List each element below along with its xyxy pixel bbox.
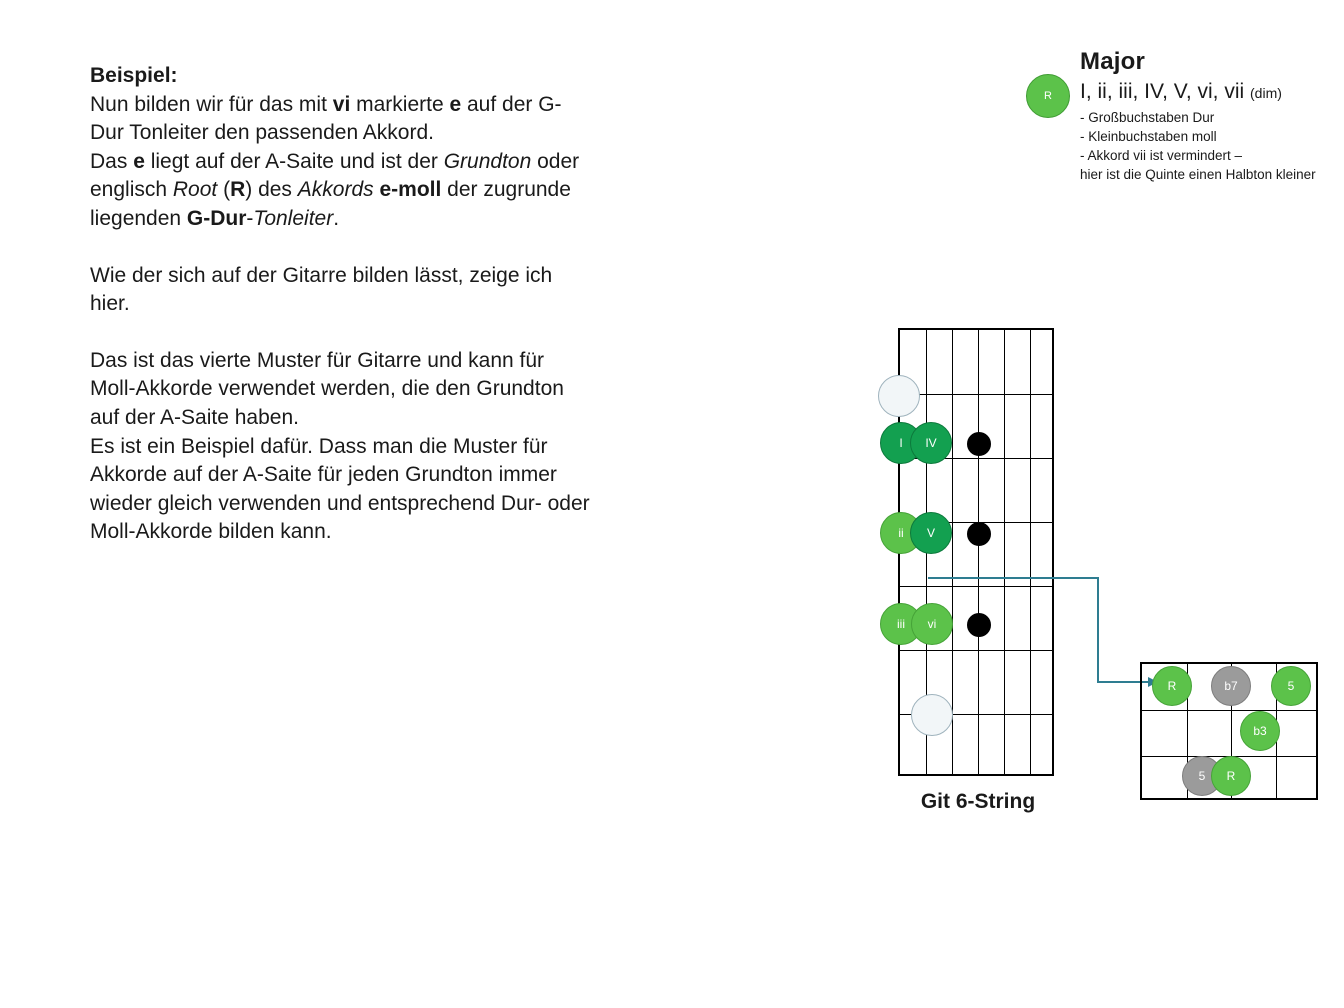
- p2-run-4: oder englisch: [90, 149, 580, 202]
- p2-run-14: -: [246, 206, 254, 230]
- fret-dot-black-2: [967, 522, 991, 546]
- fretboard-string-line: [1030, 330, 1031, 774]
- p1-run-0: Nun bilden wir für das mit: [90, 92, 333, 116]
- heading-label: Beispiel:: [90, 64, 178, 87]
- fretboard-string-line: [952, 330, 953, 774]
- fret-dot-IV: IV: [910, 422, 952, 464]
- paragraph-heading: [90, 62, 590, 234]
- p2-run-9: Akkords: [297, 178, 374, 202]
- legend-root-dot: [1026, 74, 1070, 118]
- legend-note-line: hier ist die Quinte einen Halbton kleiner: [1080, 167, 1316, 182]
- p2-run-7: R: [230, 178, 246, 202]
- paragraph-3: Wie der sich auf der Gitarre bilden lässt, zeige ich hier.: [90, 263, 553, 316]
- chord-fret-line: [1142, 710, 1316, 711]
- fret-dot-black-1: [967, 432, 991, 456]
- p2-run-16: .: [333, 206, 340, 230]
- p2-run-2: liegt auf der A-Saite und ist der: [144, 149, 444, 173]
- fretboard-fret-line: [900, 650, 1052, 651]
- fret-dot-iii: iii: [880, 603, 922, 645]
- p1-run-3: e: [449, 92, 462, 116]
- p2-run-3: Grundton: [443, 149, 532, 173]
- fret-dot-V: V: [910, 512, 952, 554]
- fret-dot-I: I: [880, 422, 922, 464]
- chord-dot-5-high: 5: [1271, 666, 1311, 706]
- chord-dot-root-1: R: [1152, 666, 1192, 706]
- fret-dot-black-3: [967, 613, 991, 637]
- legend-degrees-text: I, ii, iii, IV, V, vi, vii: [1080, 80, 1245, 103]
- chord-dot-b7: b7: [1211, 666, 1251, 706]
- p2-run-1: e: [133, 149, 145, 173]
- legend-title: Major: [1080, 48, 1146, 75]
- fret-dot-ii: ii: [880, 512, 922, 554]
- fret-dot-vi: vi: [911, 603, 953, 645]
- fret-dot-open-low: [911, 694, 953, 736]
- paragraph-1: [90, 93, 562, 145]
- legend-degrees: [1080, 80, 1282, 104]
- legend-note-line: - Akkord vii ist vermindert –: [1080, 148, 1243, 163]
- fretboard-fret-line: [900, 394, 1052, 395]
- explanation-text-column: [90, 62, 590, 547]
- legend-degrees-suffix: (dim): [1250, 85, 1282, 101]
- p1-run-1: vi: [332, 92, 351, 116]
- p2-run-0: Das: [90, 149, 134, 173]
- p2-run-8: ) des: [245, 178, 298, 202]
- fretboard-fret-line: [900, 586, 1052, 587]
- paragraph-4: Das ist das vierte Muster für Gitarre und kann für Moll-Akkorde verwendet werden, die den Grundton auf der A-Saite haben.: [90, 348, 564, 429]
- fretboard-label: Git 6-String: [920, 790, 1036, 813]
- p2-run-6: (: [217, 178, 231, 202]
- p2-run-13: G-Dur: [186, 206, 247, 230]
- fretboard-string-line: [1004, 330, 1005, 774]
- paragraph-5: Es ist ein Beispiel dafür. Dass man die Muster für Akkorde auf der A-Saite für jeden Grundton immer wieder gleich verwenden und entsprechend Dur- oder Moll-Akkorde bilden kann.: [90, 434, 590, 544]
- p1-run-4: auf der G-Dur Tonleiter den passenden Akkord.: [90, 92, 562, 145]
- legend-root-dot-label: R: [1044, 90, 1052, 102]
- legend-notes: [1080, 108, 1320, 184]
- fret-dot-open-high: [878, 375, 920, 417]
- chord-dot-5-low: 5: [1182, 756, 1222, 796]
- p2-run-5: Root: [172, 178, 218, 202]
- chord-dot-root-2: R: [1211, 756, 1251, 796]
- p2-run-12: der zugrunde liegenden: [90, 178, 571, 230]
- p1-run-2: markierte: [350, 92, 450, 116]
- paragraph-2: [90, 150, 579, 230]
- fretboard-string-line: [978, 330, 979, 774]
- p2-run-15: Tonleiter: [253, 206, 334, 230]
- legend-note-line: - Kleinbuchstaben moll: [1080, 129, 1217, 144]
- legend-note-line: - Großbuchstaben Dur: [1080, 110, 1215, 125]
- chord-dot-b3: b3: [1240, 711, 1280, 751]
- p2-run-11: e-moll: [379, 178, 442, 202]
